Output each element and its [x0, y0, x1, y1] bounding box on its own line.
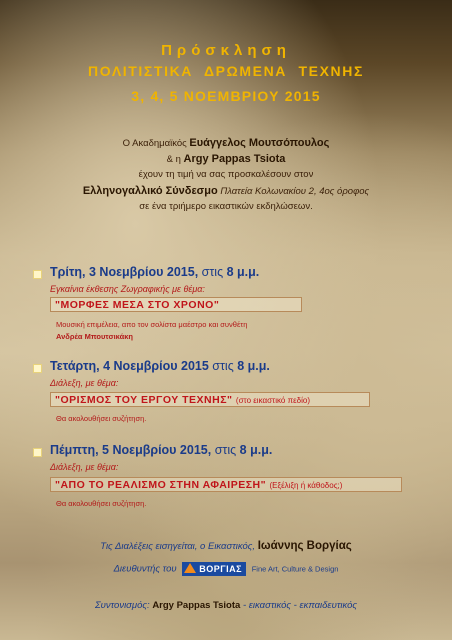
day-1-musician: Ανδρέα Μπουτσικάκη	[56, 332, 133, 341]
lecturer-prefix: Τις Διαλέξεις εισηγείται, ο Εικαστικός,	[100, 541, 256, 552]
lecturer-name: Ιωάννης Βοργίας	[257, 540, 352, 552]
coord-name: Argy Pappas Tsiota	[152, 600, 241, 611]
day-2-note: Θα ακολουθήσει συζήτηση.	[56, 414, 147, 423]
event-series-title: ΠΟΛΙΤΙΣΤΙΚΑ ΔΡΩΜΕΝΑ ΤΕΧΝΗΣ	[88, 63, 364, 79]
day-3-note: Θα ακολουθήσει συζήτηση.	[56, 499, 147, 508]
day-3-datetime	[50, 443, 272, 457]
logo-triangle-icon	[184, 563, 196, 573]
host-name: Ευάγγελος Μουτσόπουλος	[189, 137, 330, 149]
day-2-theme-box	[50, 392, 370, 407]
cohost-name: Argy Pappas Tsiota	[183, 153, 286, 165]
coord-suffix: - εικαστικός - εκπαιδευτικός	[242, 600, 358, 611]
day-3-theme-extra: (Εξέλιξη ή κάθοδος;)	[269, 481, 343, 490]
host-line	[0, 135, 452, 152]
day-1-theme: "ΜΟΡΦΕΣ ΜΕΣΑ ΣΤΟ ΧΡΟΝΟ"	[55, 299, 220, 311]
bullet-icon	[33, 364, 42, 373]
day-1-theme-box	[50, 297, 302, 312]
borgias-logo	[182, 562, 246, 576]
day-2-date: Τετάρτη, 4 Νοεμβρίου 2015	[50, 359, 209, 373]
lecturer-line	[0, 540, 452, 552]
day-2-theme-extra: (στο εικαστικό πεδίο)	[235, 396, 310, 405]
day-3-theme-box	[50, 477, 402, 492]
venue-address: Πλατεία Κολωνακίου 2, 4ος όροφος	[220, 186, 370, 197]
day-1-date: Τρίτη, 3 Νοεμβρίου 2015,	[50, 265, 199, 279]
venue-name: Ελληνογαλλικό Σύνδεσμο	[82, 185, 218, 197]
invite-line: έχουν τη τιμή να σας προσκαλέσουν στον	[138, 169, 314, 180]
cohost-prefix: & η	[166, 154, 181, 165]
bullet-icon	[33, 270, 42, 279]
day-3-time: 8 μ.μ.	[239, 443, 273, 457]
day-2-time: 8 μ.μ.	[237, 359, 270, 373]
day-2-datetime	[50, 359, 270, 373]
day-3-theme: "ΑΠΟ ΤΟ ΡΕΑΛΙΣΜΟ ΣΤΗΝ ΑΦΑΙΡΕΣΗ"	[55, 479, 267, 491]
host-prefix: Ο Ακαδημαϊκός	[122, 138, 187, 149]
invitation-title: Πρόσκληση	[161, 42, 291, 59]
day-1-subtitle: Εγκαίνια έκθεσης Ζωγραφικής με θέμα:	[50, 284, 205, 294]
coord-prefix: Συντονισμός:	[94, 600, 150, 611]
venue-line	[0, 183, 452, 200]
day-1-note: Μουσική επιμέλεια, απο τον σολίστα μαέστρο και συνθέτη	[56, 320, 248, 329]
day-2-at: στις	[212, 359, 234, 373]
fine-art-tagline: Fine Art, Culture & Design	[251, 564, 339, 574]
bullet-icon	[33, 448, 42, 457]
series-description: σε ένα τριήμερο εικαστικών εκδηλώσεων.	[139, 201, 313, 212]
event-dates: 3, 4, 5 ΝΟΕΜΒΡΙΟΥ 2015	[131, 88, 321, 104]
day-2-subtitle: Διάλεξη, με θέμα:	[50, 378, 119, 388]
day-1-time: 8 μ.μ.	[226, 265, 260, 279]
day-3-date: Πέμπτη, 5 Νοεμβρίου 2015,	[50, 443, 212, 457]
day-1-at: στις	[201, 265, 224, 279]
day-1-datetime	[50, 265, 259, 279]
cohost-line	[0, 151, 452, 168]
director-line	[0, 562, 452, 576]
logo-text: ΒΟΡΓΙΑΣ	[199, 564, 243, 574]
day-2-theme: "ΟΡΙΣΜΟΣ ΤΟΥ ΕΡΓΟΥ ΤΕΧΝΗΣ"	[55, 394, 233, 406]
director-prefix: Διευθυντής του	[113, 563, 177, 575]
coordination-line	[0, 600, 452, 611]
day-3-at: στις	[214, 443, 237, 457]
day-3-subtitle: Διάλεξη, με θέμα:	[50, 462, 119, 472]
